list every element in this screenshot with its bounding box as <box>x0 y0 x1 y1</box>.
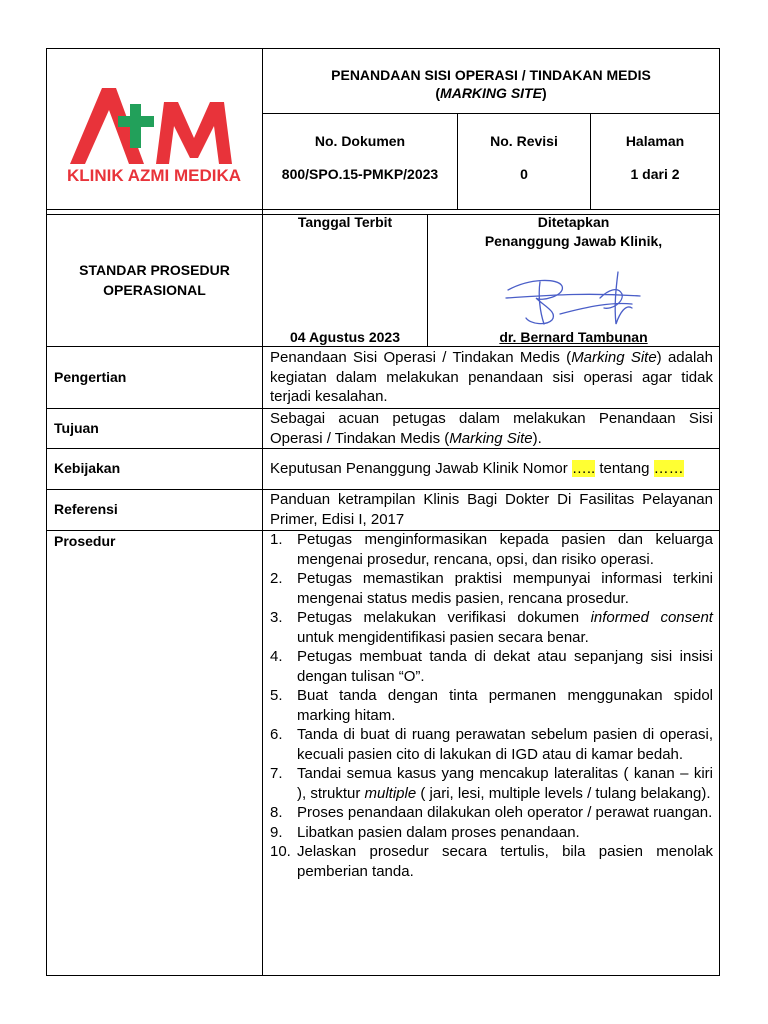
document-title-line1: PENANDAAN SISI OPERASI / TINDAKAN MEDIS <box>331 67 651 83</box>
sop-title <box>47 260 262 300</box>
approval-authority: Penanggung Jawab Klinik, <box>484 233 663 249</box>
kebijakan-subject-placeholder: …… <box>653 460 684 477</box>
signer-name: dr. Bernard Tambunan <box>499 329 648 345</box>
revision-value: 0 <box>520 166 528 182</box>
referensi-text: Panduan ketrampilan Klinis Bagi Dokter Di Fasilitas Pelayanan Primer, Edisi I, 2017 <box>270 491 713 528</box>
kebijakan-text: Keputusan Penanggung Jawab Klinik Nomor ….. tentang …… <box>270 460 684 477</box>
procedure-list <box>270 530 713 881</box>
doc-number-value: 800/SPO.15-PMKP/2023 <box>281 166 439 182</box>
sop-title-line2: OPERASIONAL <box>103 282 206 298</box>
clinic-logo <box>58 80 248 190</box>
revision-label: No. Revisi <box>490 133 558 149</box>
procedure-step: 4. Petugas membuat tanda di dekat atau sepanjang sisi insisi dengan tulisan “O”. <box>270 648 713 685</box>
tujuan-label: Tujuan <box>54 420 99 436</box>
kebijakan-label: Kebijakan <box>54 460 121 476</box>
doc-number-label: No. Dokumen <box>314 133 406 149</box>
page-value: 1 dari 2 <box>630 166 680 182</box>
pengertian-label: Pengertian <box>54 369 127 385</box>
approval-label: Ditetapkan <box>537 214 610 230</box>
procedure-step: 8. Proses penandaan dilakukan oleh operator / perawat ruangan. <box>270 804 713 821</box>
procedure-step: 1. Petugas menginformasikan kepada pasien dan keluarga mengenai prosedur, rencana, opsi, dan risiko operasi. <box>270 531 713 568</box>
procedure-step: 3. Petugas melakukan verifikasi dokumen informed consent untuk mengidentifikasi pasien secara benar. <box>270 609 713 646</box>
signature-icon <box>500 268 650 332</box>
procedure-step: 10. Jelaskan prosedur secara tertulis, bila pasien menolak pemberian tanda. <box>270 843 713 880</box>
pengertian-text: Penandaan Sisi Operasi / Tindakan Medis (Marking Site) adalah kegiatan dalam melakukan penandaan sisi operasi agar tidak terjadi kesalahan. <box>270 349 713 405</box>
sop-title-line1: STANDAR PROSEDUR <box>79 262 230 278</box>
kebijakan-number-placeholder: ….. <box>571 460 596 477</box>
procedure-step: 9. Libatkan pasien dalam proses penandaan. <box>270 823 580 841</box>
document-title-line2: (MARKING SITE) <box>435 85 547 101</box>
issue-date-value: 04 Agustus 2023 <box>290 329 400 345</box>
procedure-step: 7. Tandai semua kasus yang mencakup lateralitas ( kanan – kiri ), struktur multiple ( jari, lesi, multiple levels / tulang belakang). <box>270 765 713 802</box>
procedure-step: 6. Tanda di buat di ruang perawatan sebelum pasien di operasi, kecuali pasien cito di lakukan di IGD atau di kamar bedah. <box>270 726 713 763</box>
document-title <box>263 66 719 102</box>
tujuan-text: Sebagai acuan petugas dalam melakukan Penandaan Sisi Operasi / Tindakan Medis (Marking Site). <box>270 410 713 447</box>
prosedur-steps <box>270 530 713 881</box>
clinic-logo-name: KLINIK AZMI MEDIKA <box>66 166 242 185</box>
issue-date-label: Tanggal Terbit <box>297 214 393 230</box>
procedure-step: 2. Petugas memastikan praktisi mempunyai informasi terkini mengenai status medis pasien, rencana prosedur. <box>270 570 713 607</box>
procedure-step: 5. Buat tanda dengan tinta permanen menggunakan spidol marking hitam. <box>270 687 713 724</box>
page-label: Halaman <box>625 133 685 149</box>
prosedur-label: Prosedur <box>54 533 116 549</box>
referensi-label: Referensi <box>54 501 118 517</box>
